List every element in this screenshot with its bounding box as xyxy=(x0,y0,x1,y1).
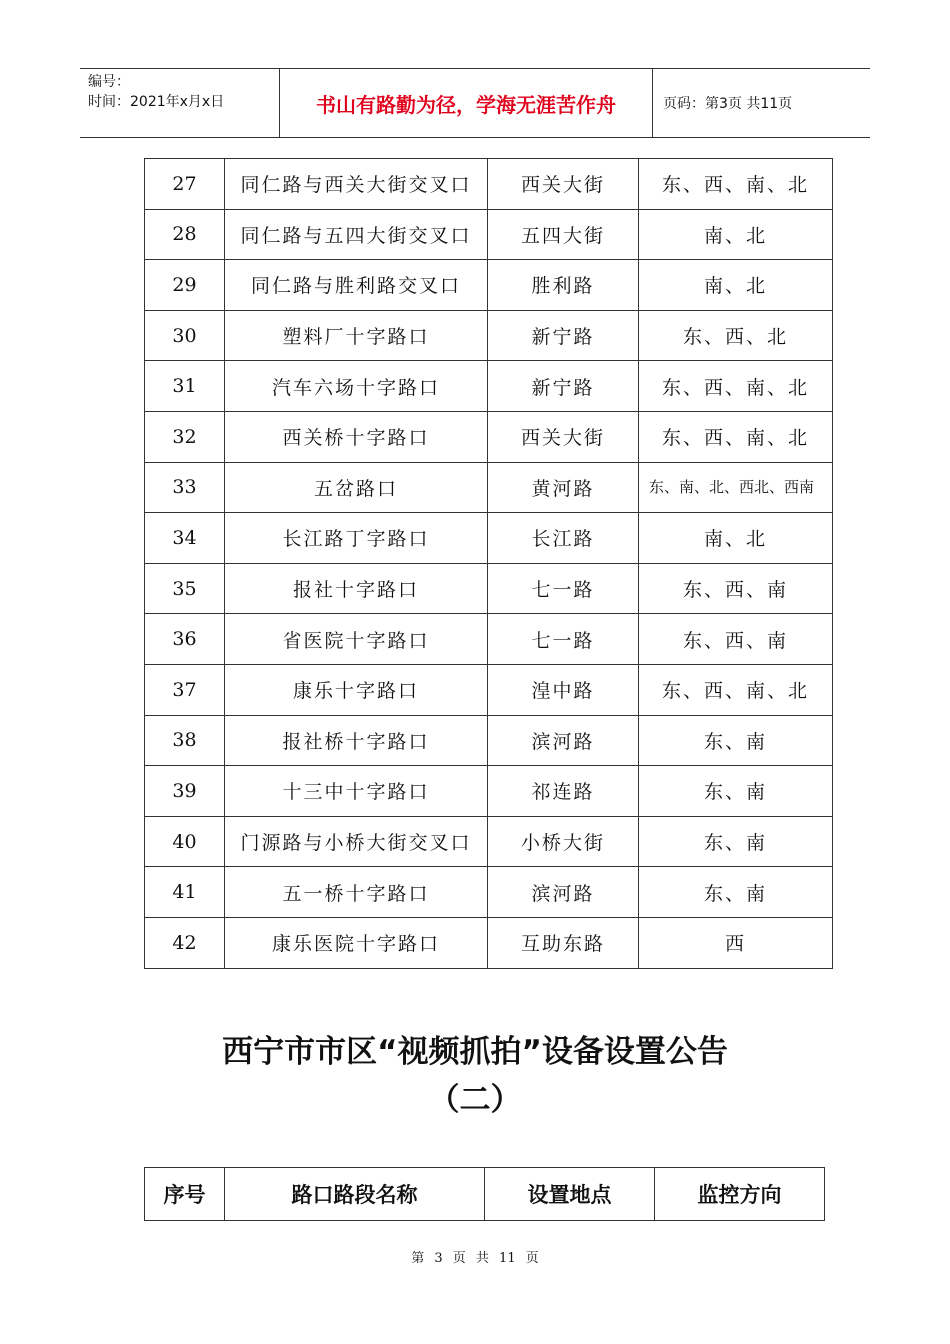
camera-table-header xyxy=(144,1167,825,1221)
cell-intersection: 汽车六场十字路口 xyxy=(225,361,488,412)
table-row xyxy=(145,816,833,867)
cell-location: 互助东路 xyxy=(488,917,639,968)
cell-index: 29 xyxy=(145,260,225,311)
cell-direction: 东、南 xyxy=(639,816,833,867)
intersection-table xyxy=(144,158,833,969)
cell-index: 35 xyxy=(145,563,225,614)
header-number-label: 编号： xyxy=(88,74,130,90)
cell-direction: 东、南、北、西北、西南 xyxy=(639,462,833,513)
cell-location: 七一路 xyxy=(488,614,639,665)
cell-intersection: 同仁路与胜利路交叉口 xyxy=(225,260,488,311)
table-row xyxy=(145,361,833,412)
cell-intersection: 省医院十字路口 xyxy=(225,614,488,665)
cell-intersection: 康乐医院十字路口 xyxy=(225,917,488,968)
table-row xyxy=(145,411,833,462)
header-cell-name: 路口路段名称 xyxy=(225,1168,485,1221)
cell-direction: 东、西、南、北 xyxy=(639,664,833,715)
table-row xyxy=(145,917,833,968)
cell-direction: 南、北 xyxy=(639,513,833,564)
table-row xyxy=(145,462,833,513)
table-row xyxy=(145,664,833,715)
cell-direction: 东、南 xyxy=(639,715,833,766)
cell-direction: 东、西、南 xyxy=(639,563,833,614)
cell-index: 36 xyxy=(145,614,225,665)
cell-index: 28 xyxy=(145,209,225,260)
cell-location: 七一路 xyxy=(488,563,639,614)
cell-direction: 东、西、南、北 xyxy=(639,361,833,412)
header-cell-location: 设置地点 xyxy=(485,1168,655,1221)
header-cell-index: 序号 xyxy=(145,1168,225,1221)
cell-location: 黄河路 xyxy=(488,462,639,513)
cell-location: 滨河路 xyxy=(488,867,639,918)
cell-intersection: 西关桥十字路口 xyxy=(225,411,488,462)
cell-intersection: 十三中十字路口 xyxy=(225,766,488,817)
cell-index: 42 xyxy=(145,917,225,968)
table-row xyxy=(145,867,833,918)
cell-index: 34 xyxy=(145,513,225,564)
header-time-label: 时间：2021年x月x日 xyxy=(88,94,225,110)
cell-index: 27 xyxy=(145,159,225,210)
cell-intersection: 门源路与小桥大街交叉口 xyxy=(225,816,488,867)
cell-intersection: 长江路丁字路口 xyxy=(225,513,488,564)
cell-location: 新宁路 xyxy=(488,310,639,361)
cell-index: 33 xyxy=(145,462,225,513)
cell-location: 长江路 xyxy=(488,513,639,564)
header-meta xyxy=(80,69,280,137)
cell-direction: 南、北 xyxy=(639,209,833,260)
table-row xyxy=(145,159,833,210)
cell-index: 41 xyxy=(145,867,225,918)
table-row xyxy=(145,513,833,564)
cell-location: 小桥大街 xyxy=(488,816,639,867)
table-header-row xyxy=(145,1168,825,1221)
cell-index: 30 xyxy=(145,310,225,361)
cell-index: 39 xyxy=(145,766,225,817)
cell-intersection: 五一桥十字路口 xyxy=(225,867,488,918)
section-title: 西宁市市区“视频抓拍”设备设置公告 xyxy=(222,1034,728,1070)
cell-index: 31 xyxy=(145,361,225,412)
cell-location: 湟中路 xyxy=(488,664,639,715)
cell-direction: 东、南 xyxy=(639,867,833,918)
cell-location: 五四大街 xyxy=(488,209,639,260)
cell-intersection: 五岔路口 xyxy=(225,462,488,513)
cell-direction: 东、西、南、北 xyxy=(639,411,833,462)
table-row xyxy=(145,209,833,260)
section-subtitle: （二） xyxy=(428,1082,522,1118)
cell-direction: 东、西、北 xyxy=(639,310,833,361)
cell-intersection: 同仁路与西关大街交叉口 xyxy=(225,159,488,210)
cell-location: 西关大街 xyxy=(488,159,639,210)
cell-index: 40 xyxy=(145,816,225,867)
cell-direction: 东、西、南、北 xyxy=(639,159,833,210)
cell-location: 滨河路 xyxy=(488,715,639,766)
table-row xyxy=(145,614,833,665)
intersection-table-body xyxy=(145,159,833,969)
cell-direction: 东、西、南 xyxy=(639,614,833,665)
header-cell-direction: 监控方向 xyxy=(655,1168,825,1221)
cell-index: 32 xyxy=(145,411,225,462)
cell-location: 胜利路 xyxy=(488,260,639,311)
cell-direction: 南、北 xyxy=(639,260,833,311)
cell-location: 新宁路 xyxy=(488,361,639,412)
table-row xyxy=(145,563,833,614)
cell-direction: 东、南 xyxy=(639,766,833,817)
table-row xyxy=(145,260,833,311)
cell-index: 38 xyxy=(145,715,225,766)
cell-location: 西关大街 xyxy=(488,411,639,462)
cell-intersection: 康乐十字路口 xyxy=(225,664,488,715)
table-row xyxy=(145,715,833,766)
cell-location: 祁连路 xyxy=(488,766,639,817)
page-footer: 第 3 页 共 11 页 xyxy=(411,1251,539,1266)
cell-intersection: 塑料厂十字路口 xyxy=(225,310,488,361)
document-header xyxy=(80,68,870,138)
table-row xyxy=(145,766,833,817)
header-motto: 书山有路勤为径，学海无涯苦作舟 xyxy=(280,69,653,137)
cell-direction: 西 xyxy=(639,917,833,968)
table-row xyxy=(145,310,833,361)
cell-intersection: 报社桥十字路口 xyxy=(225,715,488,766)
cell-index: 37 xyxy=(145,664,225,715)
cell-intersection: 报社十字路口 xyxy=(225,563,488,614)
cell-intersection: 同仁路与五四大街交叉口 xyxy=(225,209,488,260)
header-page-info: 页码：第3页 共11页 xyxy=(663,96,793,112)
